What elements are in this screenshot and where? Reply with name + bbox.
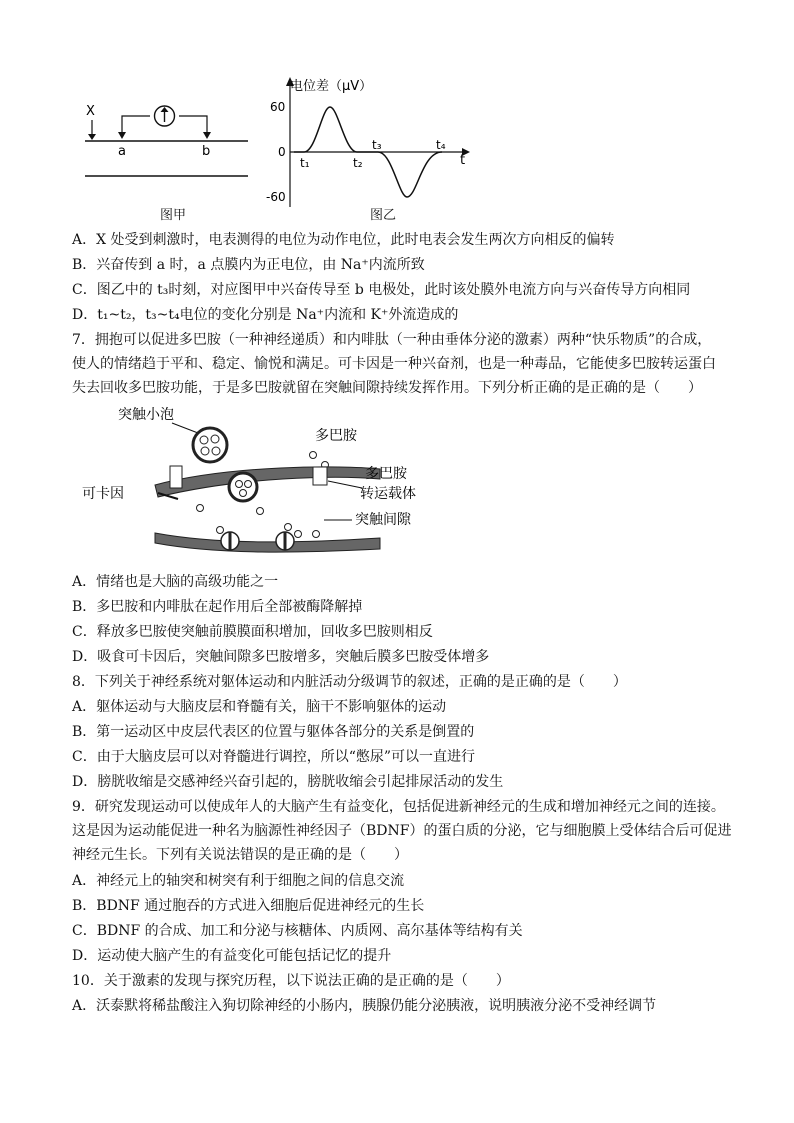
label-synaptic-cleft: 突触间隙 (355, 512, 411, 528)
label-dopamine: 多巴胺 (315, 428, 357, 444)
q8-option-b: B．第一运动区中皮层代表区的位置与躯体各部分的关系是倒置的 (72, 724, 475, 740)
synapse-diagram (80, 403, 480, 568)
wire-b (179, 116, 207, 136)
q7-option-b: B．多巴胺和内啡肽在起作用后全部被酶降解掉 (72, 599, 363, 615)
q9-option-a: A．神经元上的轴突和树突有利于细胞之间的信息交流 (72, 873, 405, 889)
q9-option-b: B．BDNF 通过胞吞的方式进入细胞后促进神经元的生长 (72, 898, 425, 914)
y-axis-label: 电位差（μV） (290, 79, 373, 94)
figure-jia-caption: 图甲 (160, 208, 187, 223)
x-tick-t4: t₄ (436, 138, 446, 152)
q9-stem-1: 9．研究发现运动可以使成年人的大脑产生有益变化，包括促进新神经元的生成和增加神经元之间的连接。 (72, 799, 725, 815)
q7-stem-2: 使人的情绪趋于平和、稳定、愉悦和满足。可卡因是一种兴奋剂，也是一种毒品，它能使多巴胺转运蛋白 (72, 356, 716, 372)
q10-stem: 10．关于激素的发现与探究历程，以下说法正确的是正确的是（ ） (72, 973, 510, 989)
label-cocaine: 可卡因 (82, 486, 124, 502)
q8-option-c: C．由于大脑皮层可以对脊髓进行调控，所以“憋尿”可以一直进行 (72, 749, 476, 765)
y-tick-neg60: -60 (266, 190, 286, 204)
figure-jia-x-label: X (86, 104, 95, 119)
q9-stem-2: 这是因为运动能促进一种名为脑源性神经因子（BDNF）的蛋白质的分泌，它与细胞膜上受体结合后可促进 (72, 823, 732, 839)
figure-jia-b-label: b (202, 144, 211, 159)
x-tick-t1: t₁ (300, 156, 310, 170)
q7-option-c: C．释放多巴胺使突触前膜膜面积增加，回收多巴胺则相反 (72, 624, 433, 640)
q10-option-a: A．沃泰默将稀盐酸注入狗切除神经的小肠内，胰腺仍能分泌胰液，说明胰液分泌不受神经调节 (72, 998, 657, 1014)
q7-option-d: D．吸食可卡因后，突触间隙多巴胺增多，突触后膜多巴胺受体增多 (72, 649, 490, 665)
figure-yi-caption: 图乙 (370, 208, 397, 223)
synaptic-vesicle (193, 428, 227, 462)
q8-option-d: D．膀胱收缩是交感神经兴奋引起的，膀胱收缩会引起排尿活动的发生 (72, 774, 504, 790)
q9-stem-3: 神经元生长。下列有关说法错误的是正确的是（ ） (72, 847, 408, 863)
synapse-figure (80, 403, 480, 568)
q9-option-d: D．运动使大脑产生的有益变化可能包括记忆的提升 (72, 948, 392, 964)
x-tick-t3: t₃ (372, 138, 382, 152)
x-axis-label: t (460, 153, 466, 168)
wire-a (122, 116, 150, 136)
q8-option-a: A．躯体运动与大脑皮层和脊髓有关，脑干不影响躯体的运动 (72, 699, 447, 715)
q8-stem: 8．下列关于神经系统对躯体运动和内脏活动分级调节的叙述，正确的是正确的是（ ） (72, 674, 627, 690)
cocaine-site (170, 466, 182, 488)
presynaptic-membrane (155, 467, 380, 497)
q6-option-b: B．兴奋传到 a 时，a 点膜内为正电位，由 Na⁺内流所致 (72, 257, 425, 273)
y-tick-60: 60 (270, 100, 286, 114)
figure-jia-a-label: a (118, 144, 126, 159)
stimulus-arrow-head (88, 134, 96, 140)
q6-option-c: C．图乙中的 t₃时刻，对应图甲中兴奋传导至 b 电极处，此时该处膜外电流方向与兴奋传导方向相同 (72, 282, 691, 298)
x-tick-t2: t₂ (353, 156, 363, 170)
figure-yi-chart (260, 72, 480, 222)
q7-option-a: A．情绪也是大脑的高级功能之一 (72, 574, 279, 590)
figure-yi (260, 72, 480, 222)
label-transporter-2: 转运载体 (360, 486, 416, 502)
dopamine-transporter (313, 467, 327, 485)
postsynaptic-membrane (155, 533, 380, 552)
label-synaptic-vesicle: 突触小泡 (118, 407, 174, 423)
q7-stem-1: 7．拥抱可以促进多巴胺（一种神经递质）和内啡肽（一种由垂体分泌的激素）两种“快乐物质”的合成， (72, 332, 712, 348)
y-tick-0: 0 (278, 145, 286, 159)
q7-stem-3: 失去回收多巴胺功能，于是多巴胺就留在突触间隙持续发挥作用。下列分析正确的是正确的是（ ） (72, 380, 702, 396)
label-transporter-1: 多巴胺 (365, 466, 407, 482)
q6-option-d: D．t₁~t₂，t₃~t₄电位的变化分别是 Na⁺内流和 K⁺外流造成的 (72, 307, 459, 323)
q9-option-c: C．BDNF 的合成、加工和分泌与核糖体、内质网、高尔基体等结构有关 (72, 923, 523, 939)
q6-option-a: A．X 处受到刺激时，电表测得的电位为动作电位，此时电表会发生两次方向相反的偏转 (72, 232, 615, 248)
